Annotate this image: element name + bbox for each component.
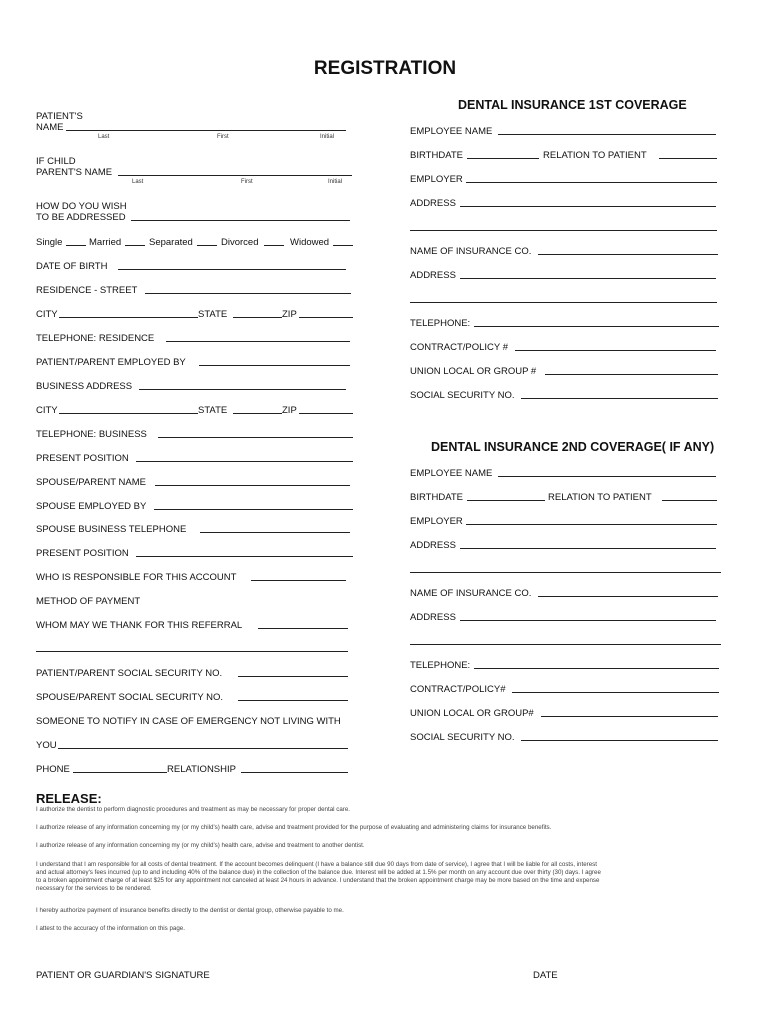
marital-divorced-field[interactable]	[264, 245, 284, 246]
spouse-name-field[interactable]	[155, 485, 350, 486]
release-paragraph-1: I authorize the dentist to perform diagnostic procedures and treatment as may be necessary for proper dental care.	[36, 806, 351, 813]
release-paragraph-3: I authorize release of any information concerning my (or my child's) health care, advise and treatment to another dentist.	[36, 842, 365, 849]
ins1-employer-field[interactable]	[466, 182, 717, 183]
ins2-insurance-co-field[interactable]	[538, 596, 718, 597]
telephone-residence-label: TELEPHONE: RESIDENCE	[36, 333, 155, 344]
release-paragraph-6: I attest to the accuracy of the information on this page.	[36, 925, 185, 932]
spouse-name-label: SPOUSE/PARENT NAME	[36, 477, 146, 488]
ins2-address-field-line-2[interactable]	[410, 572, 721, 573]
ins2-employer-field[interactable]	[466, 524, 717, 525]
ins1-ins-address-field-line-2[interactable]	[410, 302, 717, 303]
ins2-address-field[interactable]	[460, 548, 716, 549]
ins2-birthdate-label: BIRTHDATE	[410, 492, 463, 503]
patient-name-field[interactable]	[66, 130, 346, 131]
if-child-label-2: PARENT'S NAME	[36, 167, 113, 178]
city-label: CITY	[36, 309, 58, 320]
release-paragraph-4-line-3: to a broken appointment charge of at least $25 for any appointment not canceled at least 24 hours in advance. I understand that the broken appointment charge may be more based on the time and expense	[36, 877, 600, 884]
ins1-contract-label: CONTRACT/POLICY #	[410, 342, 509, 353]
business-address-field[interactable]	[139, 389, 346, 390]
ins2-ssn-field[interactable]	[521, 740, 718, 741]
ins1-birthdate-field[interactable]	[467, 158, 539, 159]
spouse-ssn-field[interactable]	[238, 700, 348, 701]
spouse-employed-label: SPOUSE EMPLOYED BY	[36, 501, 147, 512]
release-paragraph-4-line-2: and actual attorney's fees incurred (up to and including 40% of the balance due) in the collection of the balance due. Interest will be added at 1.5% per month on any account due over thirty (30) days. I agree	[36, 869, 601, 876]
ins2-employer-label: EMPLOYER	[410, 516, 463, 527]
marital-separated-label: Separated	[149, 237, 193, 248]
patient-name-label-1: PATIENT'S	[36, 111, 83, 122]
zip-field[interactable]	[299, 317, 353, 318]
dob-label: DATE OF BIRTH	[36, 261, 108, 272]
marital-widowed-label: Widowed	[290, 237, 330, 248]
ins2-ins-address-label: ADDRESS	[410, 612, 456, 623]
ins2-contract-label: CONTRACT/POLICY#	[410, 684, 506, 695]
ins1-insurance-co-field[interactable]	[538, 254, 718, 255]
marital-divorced-label: Divorced	[221, 237, 259, 248]
ins1-employee-name-field[interactable]	[498, 134, 716, 135]
relationship-label: RELATIONSHIP	[167, 764, 236, 775]
ins2-ins-address-field-line-2[interactable]	[410, 644, 721, 645]
state-label: STATE	[198, 309, 228, 320]
residence-street-field[interactable]	[145, 293, 351, 294]
state2-label: STATE	[198, 405, 228, 416]
ins2-insurance-co-label: NAME OF INSURANCE CO.	[410, 588, 532, 599]
release-heading: RELEASE:	[36, 791, 102, 806]
employed-by-label: PATIENT/PARENT EMPLOYED BY	[36, 357, 186, 368]
you-label: YOU	[36, 740, 57, 751]
zip2-field[interactable]	[299, 413, 353, 414]
telephone-business-label: TELEPHONE: BUSINESS	[36, 429, 147, 440]
ins1-address-field[interactable]	[460, 206, 716, 207]
ins1-telephone-field[interactable]	[474, 326, 719, 327]
responsible-label: WHO IS RESPONSIBLE FOR THIS ACCOUNT	[36, 572, 237, 583]
patient-name-sub-initial: Initial	[320, 134, 335, 140]
responsible-field[interactable]	[251, 580, 346, 581]
phone-label: PHONE	[36, 764, 70, 775]
parent-name-sub-first: First	[241, 179, 253, 185]
ins1-employee-name-label: EMPLOYEE NAME	[410, 126, 493, 137]
state2-field[interactable]	[233, 413, 282, 414]
ins1-heading: DENTAL INSURANCE 1ST COVERAGE	[458, 98, 687, 112]
zip-label: ZIP	[282, 309, 297, 320]
marital-married-label: Married	[89, 237, 122, 248]
city2-label: CITY	[36, 405, 58, 416]
spouse-employed-field[interactable]	[154, 509, 353, 510]
ins1-ssn-field[interactable]	[521, 398, 718, 399]
spouse-business-tel-field[interactable]	[200, 532, 350, 533]
ins2-employee-name-label: EMPLOYEE NAME	[410, 468, 493, 479]
state-field[interactable]	[233, 317, 282, 318]
referral-field-line-2[interactable]	[36, 651, 348, 652]
present-position-field[interactable]	[136, 461, 353, 462]
patient-name-sub-first: First	[217, 134, 229, 140]
ins2-relation-label: RELATION TO PATIENT	[548, 492, 652, 503]
relationship-field[interactable]	[241, 772, 348, 773]
ins1-union-field[interactable]	[545, 374, 718, 375]
present-position-label: PRESENT POSITION	[36, 453, 129, 464]
ins2-telephone-field[interactable]	[474, 668, 719, 669]
employed-by-field[interactable]	[199, 365, 350, 366]
present-position2-field[interactable]	[136, 556, 353, 557]
ins2-ssn-label: SOCIAL SECURITY NO.	[410, 732, 515, 743]
marital-separated-field[interactable]	[197, 245, 217, 246]
patient-name-label-2: NAME	[36, 122, 64, 133]
release-paragraph-4-line-1: I understand that I am responsible for all costs of dental treatment. If the account becomes delinquent (I have a balance still due 90 days from date of service), I agree that I will be liable for all costs, interest	[36, 861, 597, 868]
parent-name-field[interactable]	[118, 175, 352, 176]
ins1-relation-field[interactable]	[659, 158, 717, 159]
ins2-employee-name-field[interactable]	[498, 476, 716, 477]
ins2-contract-field[interactable]	[512, 692, 719, 693]
ins1-insurance-co-label: NAME OF INSURANCE CO.	[410, 246, 532, 257]
emergency-name-field[interactable]	[58, 748, 348, 749]
spouse-business-tel-label: SPOUSE BUSINESS TELEPHONE	[36, 524, 187, 535]
patient-ssn-field[interactable]	[238, 676, 348, 677]
ins1-relation-label: RELATION TO PATIENT	[543, 150, 647, 161]
if-child-label-1: IF CHILD	[36, 156, 76, 167]
marital-married-field[interactable]	[125, 245, 145, 246]
telephone-residence-field[interactable]	[166, 341, 350, 342]
page-title: REGISTRATION	[313, 58, 457, 79]
signature-label: PATIENT OR GUARDIAN'S SIGNATURE	[36, 970, 210, 981]
patient-ssn-label: PATIENT/PARENT SOCIAL SECURITY NO.	[36, 668, 223, 679]
zip2-label: ZIP	[282, 405, 297, 416]
dob-field[interactable]	[118, 269, 346, 270]
marital-single-label: Single	[36, 237, 63, 248]
release-paragraph-5: I hereby authorize payment of insurance benefits directly to the dentist or dental group, otherwise payable to me.	[36, 907, 344, 914]
ins1-union-label: UNION LOCAL OR GROUP #	[410, 366, 537, 377]
ins2-ins-address-field[interactable]	[460, 620, 716, 621]
telephone-business-field[interactable]	[158, 437, 353, 438]
ins2-union-field[interactable]	[541, 716, 718, 717]
how-address-label-2: TO BE ADDRESSED	[36, 212, 126, 223]
parent-name-sub-last: Last	[132, 179, 144, 185]
ins1-telephone-label: TELEPHONE:	[410, 318, 471, 329]
present-position2-label: PRESENT POSITION	[36, 548, 129, 559]
referral-label: WHOM MAY WE THANK FOR THIS REFERRAL	[36, 620, 243, 631]
city2-field[interactable]	[59, 413, 198, 414]
emergency-label: SOMEONE TO NOTIFY IN CASE OF EMERGENCY NOT LIVING WITH	[36, 716, 341, 727]
ins2-address-label: ADDRESS	[410, 540, 456, 551]
ins1-address-label: ADDRESS	[410, 198, 456, 209]
ins1-employer-label: EMPLOYER	[410, 174, 463, 185]
ins2-relation-field[interactable]	[662, 500, 717, 501]
business-address-label: BUSINESS ADDRESS	[36, 381, 133, 392]
how-address-field[interactable]	[131, 220, 350, 221]
ins2-union-label: UNION LOCAL OR GROUP#	[410, 708, 534, 719]
how-address-label-1: HOW DO YOU WISH	[36, 201, 127, 212]
marital-widowed-field[interactable]	[333, 245, 353, 246]
referral-field[interactable]	[258, 628, 348, 629]
city-field[interactable]	[59, 317, 198, 318]
date-label: DATE	[533, 970, 558, 981]
marital-single-field[interactable]	[66, 245, 86, 246]
residence-street-label: RESIDENCE - STREET	[36, 285, 138, 296]
release-paragraph-2: I authorize release of any information concerning my (or my child's) health care, advise and treatment provided for the purpose of evaluating and administering claims for insurance benefits.	[36, 824, 552, 831]
release-paragraph-4-line-4: necessary for the services to be rendered.	[36, 885, 152, 892]
ins1-ssn-label: SOCIAL SECURITY NO.	[410, 390, 515, 401]
ins2-telephone-label: TELEPHONE:	[410, 660, 471, 671]
ins1-ins-address-label: ADDRESS	[410, 270, 456, 281]
ins1-address-field-line-2[interactable]	[410, 230, 717, 231]
spouse-ssn-label: SPOUSE/PARENT SOCIAL SECURITY NO.	[36, 692, 224, 703]
ins1-ins-address-field[interactable]	[460, 278, 716, 279]
ins1-contract-field[interactable]	[515, 350, 716, 351]
ins1-birthdate-label: BIRTHDATE	[410, 150, 463, 161]
payment-method-label: METHOD OF PAYMENT	[36, 596, 141, 607]
ins2-birthdate-field[interactable]	[467, 500, 545, 501]
patient-name-sub-last: Last	[98, 134, 110, 140]
phone-field[interactable]	[73, 772, 167, 773]
parent-name-sub-initial: Initial	[328, 179, 343, 185]
ins2-heading: DENTAL INSURANCE 2ND COVERAGE( IF ANY)	[431, 440, 715, 454]
